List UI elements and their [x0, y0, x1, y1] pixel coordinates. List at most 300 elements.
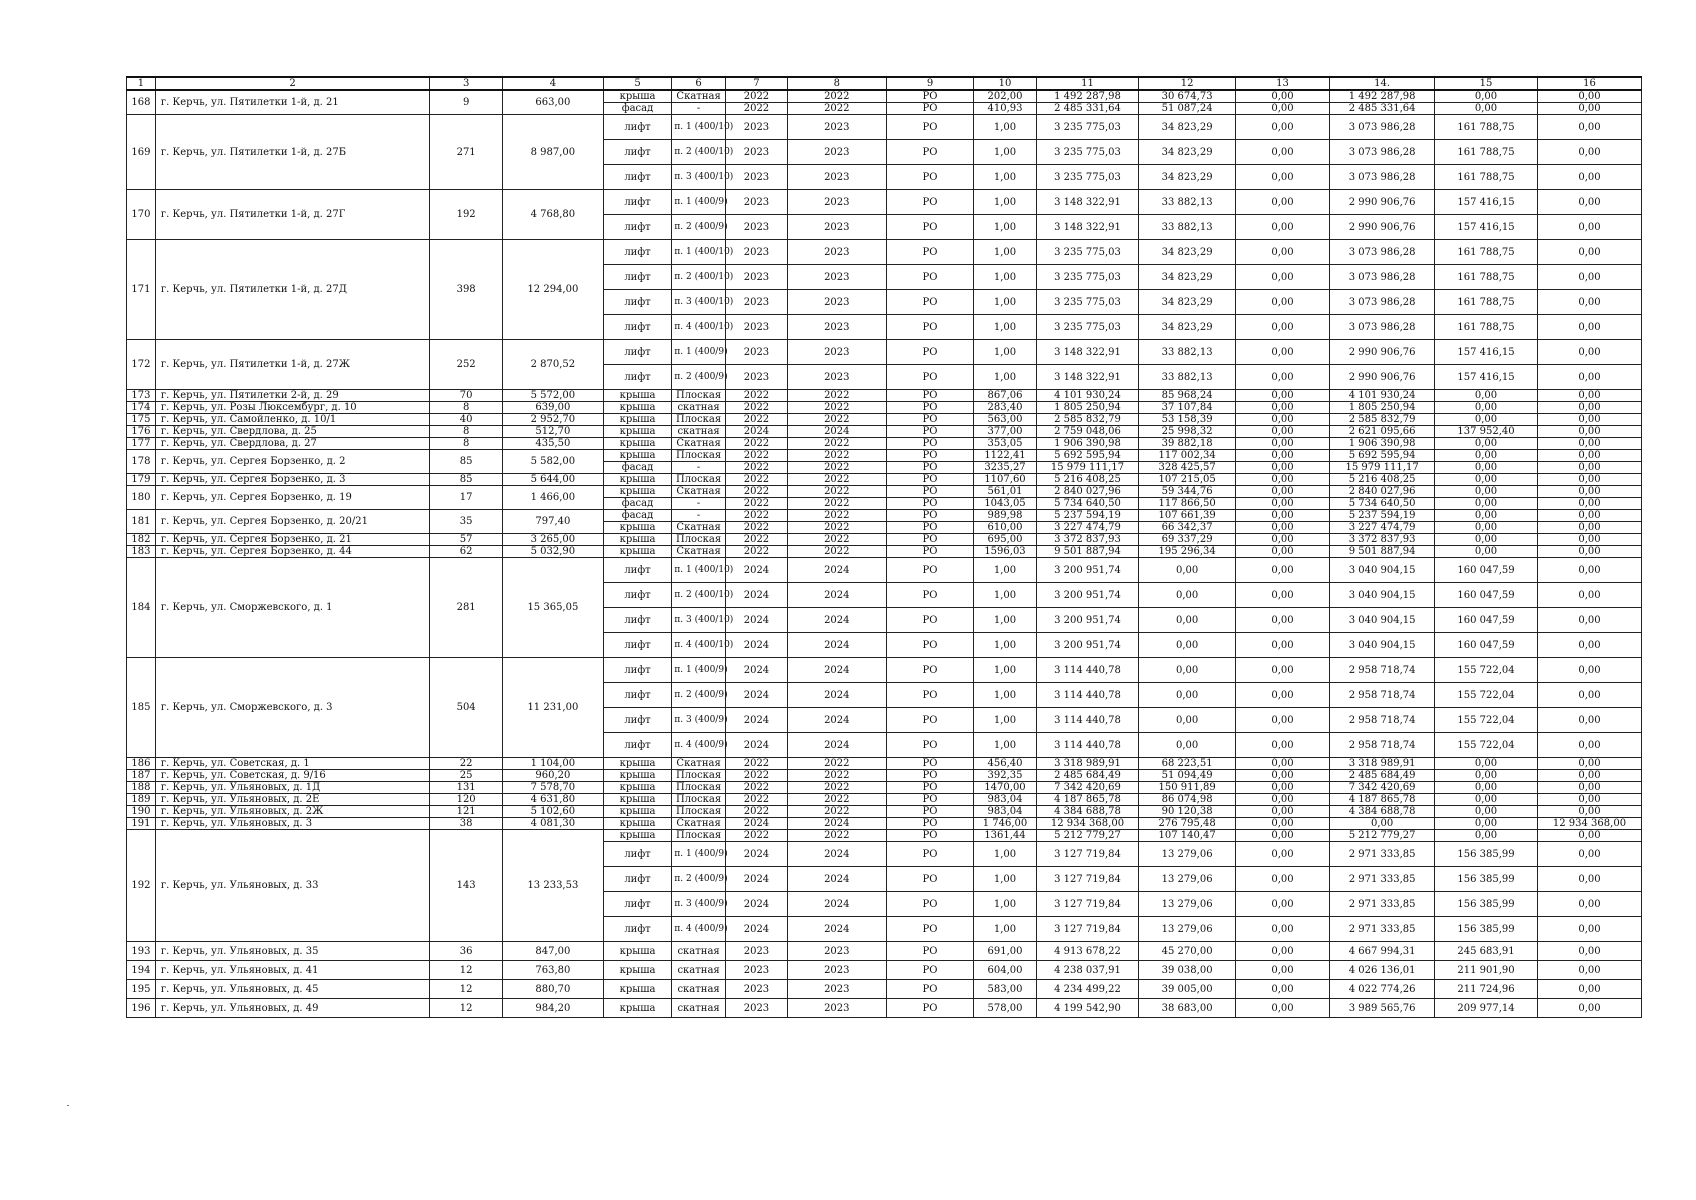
value-cell: РО: [886, 633, 974, 658]
value-cell: крыша: [603, 390, 672, 402]
value-cell: 2023: [788, 315, 887, 340]
element-cell: скатная: [672, 980, 726, 999]
value-cell: 2024: [788, 867, 887, 892]
value-cell: 2 485 331,64: [1036, 103, 1139, 115]
residents-cell: 9: [430, 90, 503, 115]
value-cell: 0,00: [1435, 90, 1538, 103]
value-cell: крыша: [603, 794, 672, 806]
value-cell: 2 971 333,85: [1330, 867, 1435, 892]
element-cell: Плоская: [672, 474, 726, 486]
value-cell: 0,00: [1537, 794, 1641, 806]
value-cell: 2024: [788, 917, 887, 942]
value-cell: 53 158,39: [1139, 414, 1235, 426]
value-cell: 2022: [788, 546, 887, 558]
value-cell: 0,00: [1537, 315, 1641, 340]
element-cell: Плоская: [672, 806, 726, 818]
value-cell: 117 866,50: [1139, 498, 1235, 510]
value-cell: 0,00: [1537, 90, 1641, 103]
address-cell: г. Керчь, ул. Пятилетки 2-й, д. 29: [155, 390, 429, 402]
value-cell: крыша: [603, 806, 672, 818]
address-cell: г. Керчь, ул. Сморжевского, д. 1: [155, 558, 429, 658]
value-cell: 2022: [725, 462, 787, 474]
value-cell: 1 746,00: [974, 818, 1036, 830]
value-cell: 156 385,99: [1435, 917, 1538, 942]
element-cell: п. 1 (400/10): [672, 240, 726, 265]
element-cell: п. 1 (400/10): [672, 115, 726, 140]
value-cell: 2024: [725, 708, 787, 733]
value-cell: 34 823,29: [1139, 265, 1235, 290]
value-cell: 0,00: [1537, 462, 1641, 474]
value-cell: 2022: [725, 794, 787, 806]
value-cell: 0,00: [1537, 402, 1641, 414]
value-cell: 5 692 595,94: [1036, 450, 1139, 462]
table-row: [127, 90, 1642, 103]
value-cell: лифт: [603, 842, 672, 867]
element-cell: Скатная: [672, 546, 726, 558]
value-cell: 0,00: [1435, 402, 1538, 414]
value-cell: 3 227 474,79: [1330, 522, 1435, 534]
element-cell: Плоская: [672, 390, 726, 402]
value-cell: РО: [886, 980, 974, 999]
table-row: [127, 558, 1642, 583]
value-cell: 0,00: [1537, 708, 1641, 733]
value-cell: 90 120,38: [1139, 806, 1235, 818]
value-cell: крыша: [603, 980, 672, 999]
value-cell: 2022: [725, 402, 787, 414]
value-cell: 0,00: [1235, 215, 1329, 240]
area-cell: 5 582,00: [503, 450, 604, 474]
value-cell: 37 107,84: [1139, 402, 1235, 414]
address-cell: г. Керчь, ул. Ульяновых, д. 35: [155, 942, 429, 961]
value-cell: 0,00: [1235, 165, 1329, 190]
address-cell: г. Керчь, ул. Пятилетки 1-й, д. 27Б: [155, 115, 429, 190]
value-cell: 0,00: [1235, 708, 1329, 733]
value-cell: 0,00: [1435, 498, 1538, 510]
address-cell: г. Керчь, ул. Свердлова, д. 27: [155, 438, 429, 450]
value-cell: 0,00: [1537, 534, 1641, 546]
value-cell: лифт: [603, 165, 672, 190]
value-cell: 0,00: [1235, 426, 1329, 438]
element-cell: Скатная: [672, 522, 726, 534]
value-cell: 2022: [788, 402, 887, 414]
area-cell: 5 102,60: [503, 806, 604, 818]
value-cell: 0,00: [1435, 486, 1538, 498]
value-cell: 1,00: [974, 140, 1036, 165]
value-cell: 0,00: [1435, 534, 1538, 546]
value-cell: крыша: [603, 402, 672, 414]
value-cell: 0,00: [1537, 290, 1641, 315]
value-cell: 2022: [788, 522, 887, 534]
value-cell: 2023: [788, 140, 887, 165]
value-cell: 0,00: [1139, 558, 1235, 583]
area-cell: 2 870,52: [503, 340, 604, 390]
value-cell: 0,00: [1139, 608, 1235, 633]
value-cell: 2023: [788, 365, 887, 390]
row-number: 195: [127, 980, 156, 999]
value-cell: 0,00: [1537, 165, 1641, 190]
value-cell: 2024: [788, 683, 887, 708]
value-cell: 2024: [725, 683, 787, 708]
element-cell: Скатная: [672, 758, 726, 770]
value-cell: 2 958 718,74: [1330, 708, 1435, 733]
value-cell: 2 840 027,96: [1330, 486, 1435, 498]
table-row: [127, 806, 1642, 818]
value-cell: 0,00: [1537, 215, 1641, 240]
table-row: [127, 830, 1642, 842]
value-cell: лифт: [603, 215, 672, 240]
table-row: [127, 961, 1642, 980]
value-cell: 3 372 837,93: [1036, 534, 1139, 546]
value-cell: лифт: [603, 190, 672, 215]
value-cell: 377,00: [974, 426, 1036, 438]
value-cell: 0,00: [1435, 794, 1538, 806]
table-row: [127, 474, 1642, 486]
value-cell: 160 047,59: [1435, 633, 1538, 658]
value-cell: 30 674,73: [1139, 90, 1235, 103]
row-number: 177: [127, 438, 156, 450]
row-number: 180: [127, 486, 156, 510]
value-cell: 0,00: [1435, 462, 1538, 474]
value-cell: 2022: [725, 830, 787, 842]
value-cell: 3 040 904,15: [1330, 583, 1435, 608]
value-cell: 283,40: [974, 402, 1036, 414]
element-cell: п. 3 (400/9): [672, 892, 726, 917]
row-number: 171: [127, 240, 156, 340]
value-cell: 0,00: [1435, 782, 1538, 794]
value-cell: 0,00: [1537, 115, 1641, 140]
value-cell: 0,00: [1537, 414, 1641, 426]
address-cell: г. Керчь, ул. Ульяновых, д. 45: [155, 980, 429, 999]
row-number: 175: [127, 414, 156, 426]
value-cell: 0,00: [1235, 806, 1329, 818]
value-cell: 5 237 594,19: [1036, 510, 1139, 522]
value-cell: РО: [886, 546, 974, 558]
value-cell: 2 485 684,49: [1330, 770, 1435, 782]
value-cell: 0,00: [1330, 818, 1435, 830]
element-cell: Плоская: [672, 830, 726, 842]
residents-cell: 25: [430, 770, 503, 782]
element-cell: п. 1 (400/9): [672, 340, 726, 365]
address-cell: г. Керчь, ул. Свердлова, д. 25: [155, 426, 429, 438]
value-cell: 2024: [725, 608, 787, 633]
table-row: [127, 390, 1642, 402]
value-cell: 4 026 136,01: [1330, 961, 1435, 980]
value-cell: 1,00: [974, 365, 1036, 390]
value-cell: 161 788,75: [1435, 115, 1538, 140]
value-cell: 2023: [725, 140, 787, 165]
value-cell: 2023: [725, 942, 787, 961]
value-cell: 2 958 718,74: [1330, 683, 1435, 708]
value-cell: 150 911,89: [1139, 782, 1235, 794]
value-cell: 211 901,90: [1435, 961, 1538, 980]
value-cell: 2 990 906,76: [1330, 215, 1435, 240]
value-cell: 2023: [788, 961, 887, 980]
table-row: [127, 340, 1642, 365]
value-cell: 59 344,76: [1139, 486, 1235, 498]
column-header: 1: [127, 77, 156, 90]
value-cell: лифт: [603, 365, 672, 390]
value-cell: 2024: [788, 892, 887, 917]
value-cell: 0,00: [1537, 546, 1641, 558]
value-cell: 2022: [725, 450, 787, 462]
value-cell: 1,00: [974, 917, 1036, 942]
element-cell: п. 2 (400/9): [672, 365, 726, 390]
value-cell: 15 979 111,17: [1036, 462, 1139, 474]
area-cell: 11 231,00: [503, 658, 604, 758]
element-cell: скатная: [672, 999, 726, 1018]
value-cell: 0,00: [1235, 583, 1329, 608]
address-cell: г. Керчь, ул. Сергея Борзенко, д. 20/21: [155, 510, 429, 534]
address-cell: г. Керчь, ул. Ульяновых, д. 2Ж: [155, 806, 429, 818]
value-cell: крыша: [603, 486, 672, 498]
value-cell: 68 223,51: [1139, 758, 1235, 770]
value-cell: 0,00: [1235, 414, 1329, 426]
value-cell: 0,00: [1435, 770, 1538, 782]
value-cell: 2022: [788, 782, 887, 794]
value-cell: РО: [886, 340, 974, 365]
value-cell: 33 882,13: [1139, 215, 1235, 240]
value-cell: 33 882,13: [1139, 340, 1235, 365]
value-cell: 2024: [788, 658, 887, 683]
value-cell: 2024: [725, 842, 787, 867]
value-cell: 5 216 408,25: [1036, 474, 1139, 486]
value-cell: 157 416,15: [1435, 190, 1538, 215]
value-cell: РО: [886, 999, 974, 1018]
value-cell: 3 114 440,78: [1036, 683, 1139, 708]
value-cell: 69 337,29: [1139, 534, 1235, 546]
value-cell: 1,00: [974, 608, 1036, 633]
area-cell: 1 104,00: [503, 758, 604, 770]
area-cell: 5 032,90: [503, 546, 604, 558]
element-cell: Плоская: [672, 534, 726, 546]
value-cell: РО: [886, 498, 974, 510]
value-cell: 39 005,00: [1139, 980, 1235, 999]
residents-cell: 12: [430, 980, 503, 999]
value-cell: 0,00: [1435, 818, 1538, 830]
element-cell: скатная: [672, 942, 726, 961]
area-cell: 5 572,00: [503, 390, 604, 402]
value-cell: 2023: [725, 999, 787, 1018]
table-row: [127, 758, 1642, 770]
value-cell: 2022: [788, 390, 887, 402]
row-number: 184: [127, 558, 156, 658]
value-cell: 5 734 640,50: [1330, 498, 1435, 510]
value-cell: 0,00: [1435, 510, 1538, 522]
value-cell: 3235,27: [974, 462, 1036, 474]
address-cell: г. Керчь, ул. Сергея Борзенко, д. 19: [155, 486, 429, 510]
value-cell: 1,00: [974, 867, 1036, 892]
element-cell: Плоская: [672, 782, 726, 794]
value-cell: 0,00: [1435, 758, 1538, 770]
value-cell: 0,00: [1235, 942, 1329, 961]
value-cell: 2022: [725, 498, 787, 510]
value-cell: 2022: [788, 806, 887, 818]
element-cell: скатная: [672, 961, 726, 980]
element-cell: п. 2 (400/9): [672, 215, 726, 240]
value-cell: 86 074,98: [1139, 794, 1235, 806]
element-cell: скатная: [672, 402, 726, 414]
residents-cell: 57: [430, 534, 503, 546]
value-cell: 2024: [725, 583, 787, 608]
value-cell: 2022: [725, 758, 787, 770]
value-cell: 3 235 775,03: [1036, 140, 1139, 165]
element-cell: Скатная: [672, 818, 726, 830]
value-cell: 2024: [725, 917, 787, 942]
value-cell: 1,00: [974, 708, 1036, 733]
value-cell: 2023: [788, 115, 887, 140]
value-cell: 0,00: [1435, 474, 1538, 486]
value-cell: 7 342 420,69: [1330, 782, 1435, 794]
value-cell: 0,00: [1537, 830, 1641, 842]
value-cell: 2024: [788, 818, 887, 830]
value-cell: 3 200 951,74: [1036, 608, 1139, 633]
value-cell: 2023: [725, 115, 787, 140]
value-cell: 2 840 027,96: [1036, 486, 1139, 498]
element-cell: п. 3 (400/9): [672, 708, 726, 733]
row-number: 182: [127, 534, 156, 546]
row-number: 181: [127, 510, 156, 534]
value-cell: 3 235 775,03: [1036, 115, 1139, 140]
value-cell: 2023: [788, 942, 887, 961]
value-cell: крыша: [603, 426, 672, 438]
value-cell: 209 977,14: [1435, 999, 1538, 1018]
value-cell: 0,00: [1537, 498, 1641, 510]
element-cell: п. 3 (400/10): [672, 290, 726, 315]
value-cell: 0,00: [1235, 658, 1329, 683]
value-cell: 2022: [788, 450, 887, 462]
table-row: [127, 426, 1642, 438]
value-cell: 2 971 333,85: [1330, 892, 1435, 917]
value-cell: 3 114 440,78: [1036, 658, 1139, 683]
value-cell: 2023: [788, 190, 887, 215]
column-header: 10: [974, 77, 1036, 90]
value-cell: 0,00: [1139, 658, 1235, 683]
value-cell: 1 906 390,98: [1330, 438, 1435, 450]
value-cell: 1,00: [974, 583, 1036, 608]
column-header: 2: [155, 77, 429, 90]
value-cell: 0,00: [1139, 733, 1235, 758]
value-cell: 3 040 904,15: [1330, 558, 1435, 583]
value-cell: 0,00: [1435, 414, 1538, 426]
value-cell: 2022: [725, 522, 787, 534]
area-cell: 435,50: [503, 438, 604, 450]
residents-cell: 281: [430, 558, 503, 658]
value-cell: 563,00: [974, 414, 1036, 426]
value-cell: 0,00: [1235, 510, 1329, 522]
address-cell: г. Керчь, ул. Сморжевского, д. 3: [155, 658, 429, 758]
value-cell: лифт: [603, 733, 672, 758]
value-cell: 9 501 887,94: [1330, 546, 1435, 558]
table-row: [127, 402, 1642, 414]
value-cell: 2 990 906,76: [1330, 190, 1435, 215]
value-cell: 410,93: [974, 103, 1036, 115]
element-cell: Скатная: [672, 486, 726, 498]
value-cell: 2022: [725, 390, 787, 402]
value-cell: РО: [886, 486, 974, 498]
value-cell: лифт: [603, 115, 672, 140]
value-cell: 0,00: [1537, 867, 1641, 892]
value-cell: 0,00: [1235, 240, 1329, 265]
value-cell: 5 734 640,50: [1036, 498, 1139, 510]
address-cell: г. Керчь, ул. Ульяновых, д. 1Д: [155, 782, 429, 794]
value-cell: 2 958 718,74: [1330, 658, 1435, 683]
value-cell: крыша: [603, 534, 672, 546]
value-cell: РО: [886, 365, 974, 390]
value-cell: 157 416,15: [1435, 340, 1538, 365]
area-cell: 984,20: [503, 999, 604, 1018]
value-cell: 39 882,18: [1139, 438, 1235, 450]
value-cell: 0,00: [1235, 608, 1329, 633]
value-cell: 2024: [725, 818, 787, 830]
value-cell: лифт: [603, 315, 672, 340]
value-cell: 3 989 565,76: [1330, 999, 1435, 1018]
value-cell: 3 073 986,28: [1330, 265, 1435, 290]
value-cell: РО: [886, 708, 974, 733]
residents-cell: 22: [430, 758, 503, 770]
value-cell: 45 270,00: [1139, 942, 1235, 961]
element-cell: п. 2 (400/10): [672, 140, 726, 165]
value-cell: 0,00: [1235, 633, 1329, 658]
value-cell: 2 990 906,76: [1330, 340, 1435, 365]
value-cell: 1 492 287,98: [1036, 90, 1139, 103]
column-header: 4: [503, 77, 604, 90]
value-cell: 2022: [725, 438, 787, 450]
value-cell: 34 823,29: [1139, 140, 1235, 165]
residents-cell: 38: [430, 818, 503, 830]
value-cell: 3 127 719,84: [1036, 842, 1139, 867]
value-cell: 2023: [788, 980, 887, 999]
value-cell: 1,00: [974, 558, 1036, 583]
value-cell: 2022: [725, 534, 787, 546]
value-cell: 0,00: [1235, 115, 1329, 140]
table-row: [127, 438, 1642, 450]
value-cell: 3 148 322,91: [1036, 365, 1139, 390]
value-cell: 1,00: [974, 683, 1036, 708]
value-cell: 0,00: [1537, 842, 1641, 867]
value-cell: 2022: [725, 414, 787, 426]
value-cell: 155 722,04: [1435, 708, 1538, 733]
value-cell: 0,00: [1537, 140, 1641, 165]
value-cell: 0,00: [1235, 867, 1329, 892]
value-cell: 1596,03: [974, 546, 1036, 558]
value-cell: 0,00: [1537, 782, 1641, 794]
value-cell: 0,00: [1235, 758, 1329, 770]
value-cell: 0,00: [1235, 486, 1329, 498]
residents-cell: 131: [430, 782, 503, 794]
row-number: 172: [127, 340, 156, 390]
area-cell: 1 466,00: [503, 486, 604, 510]
table-row: [127, 115, 1642, 140]
value-cell: 2023: [788, 265, 887, 290]
value-cell: 39 038,00: [1139, 961, 1235, 980]
column-header: 3: [430, 77, 503, 90]
value-cell: 0,00: [1235, 842, 1329, 867]
residents-cell: 192: [430, 190, 503, 240]
value-cell: 3 127 719,84: [1036, 867, 1139, 892]
area-cell: 763,80: [503, 961, 604, 980]
value-cell: 0,00: [1537, 522, 1641, 534]
value-cell: лифт: [603, 583, 672, 608]
value-cell: 1043,05: [974, 498, 1036, 510]
row-number: 179: [127, 474, 156, 486]
value-cell: 456,40: [974, 758, 1036, 770]
column-header: 13: [1235, 77, 1329, 90]
element-cell: скатная: [672, 426, 726, 438]
residents-cell: 12: [430, 999, 503, 1018]
value-cell: 0,00: [1435, 390, 1538, 402]
value-cell: крыша: [603, 770, 672, 782]
value-cell: 161 788,75: [1435, 265, 1538, 290]
